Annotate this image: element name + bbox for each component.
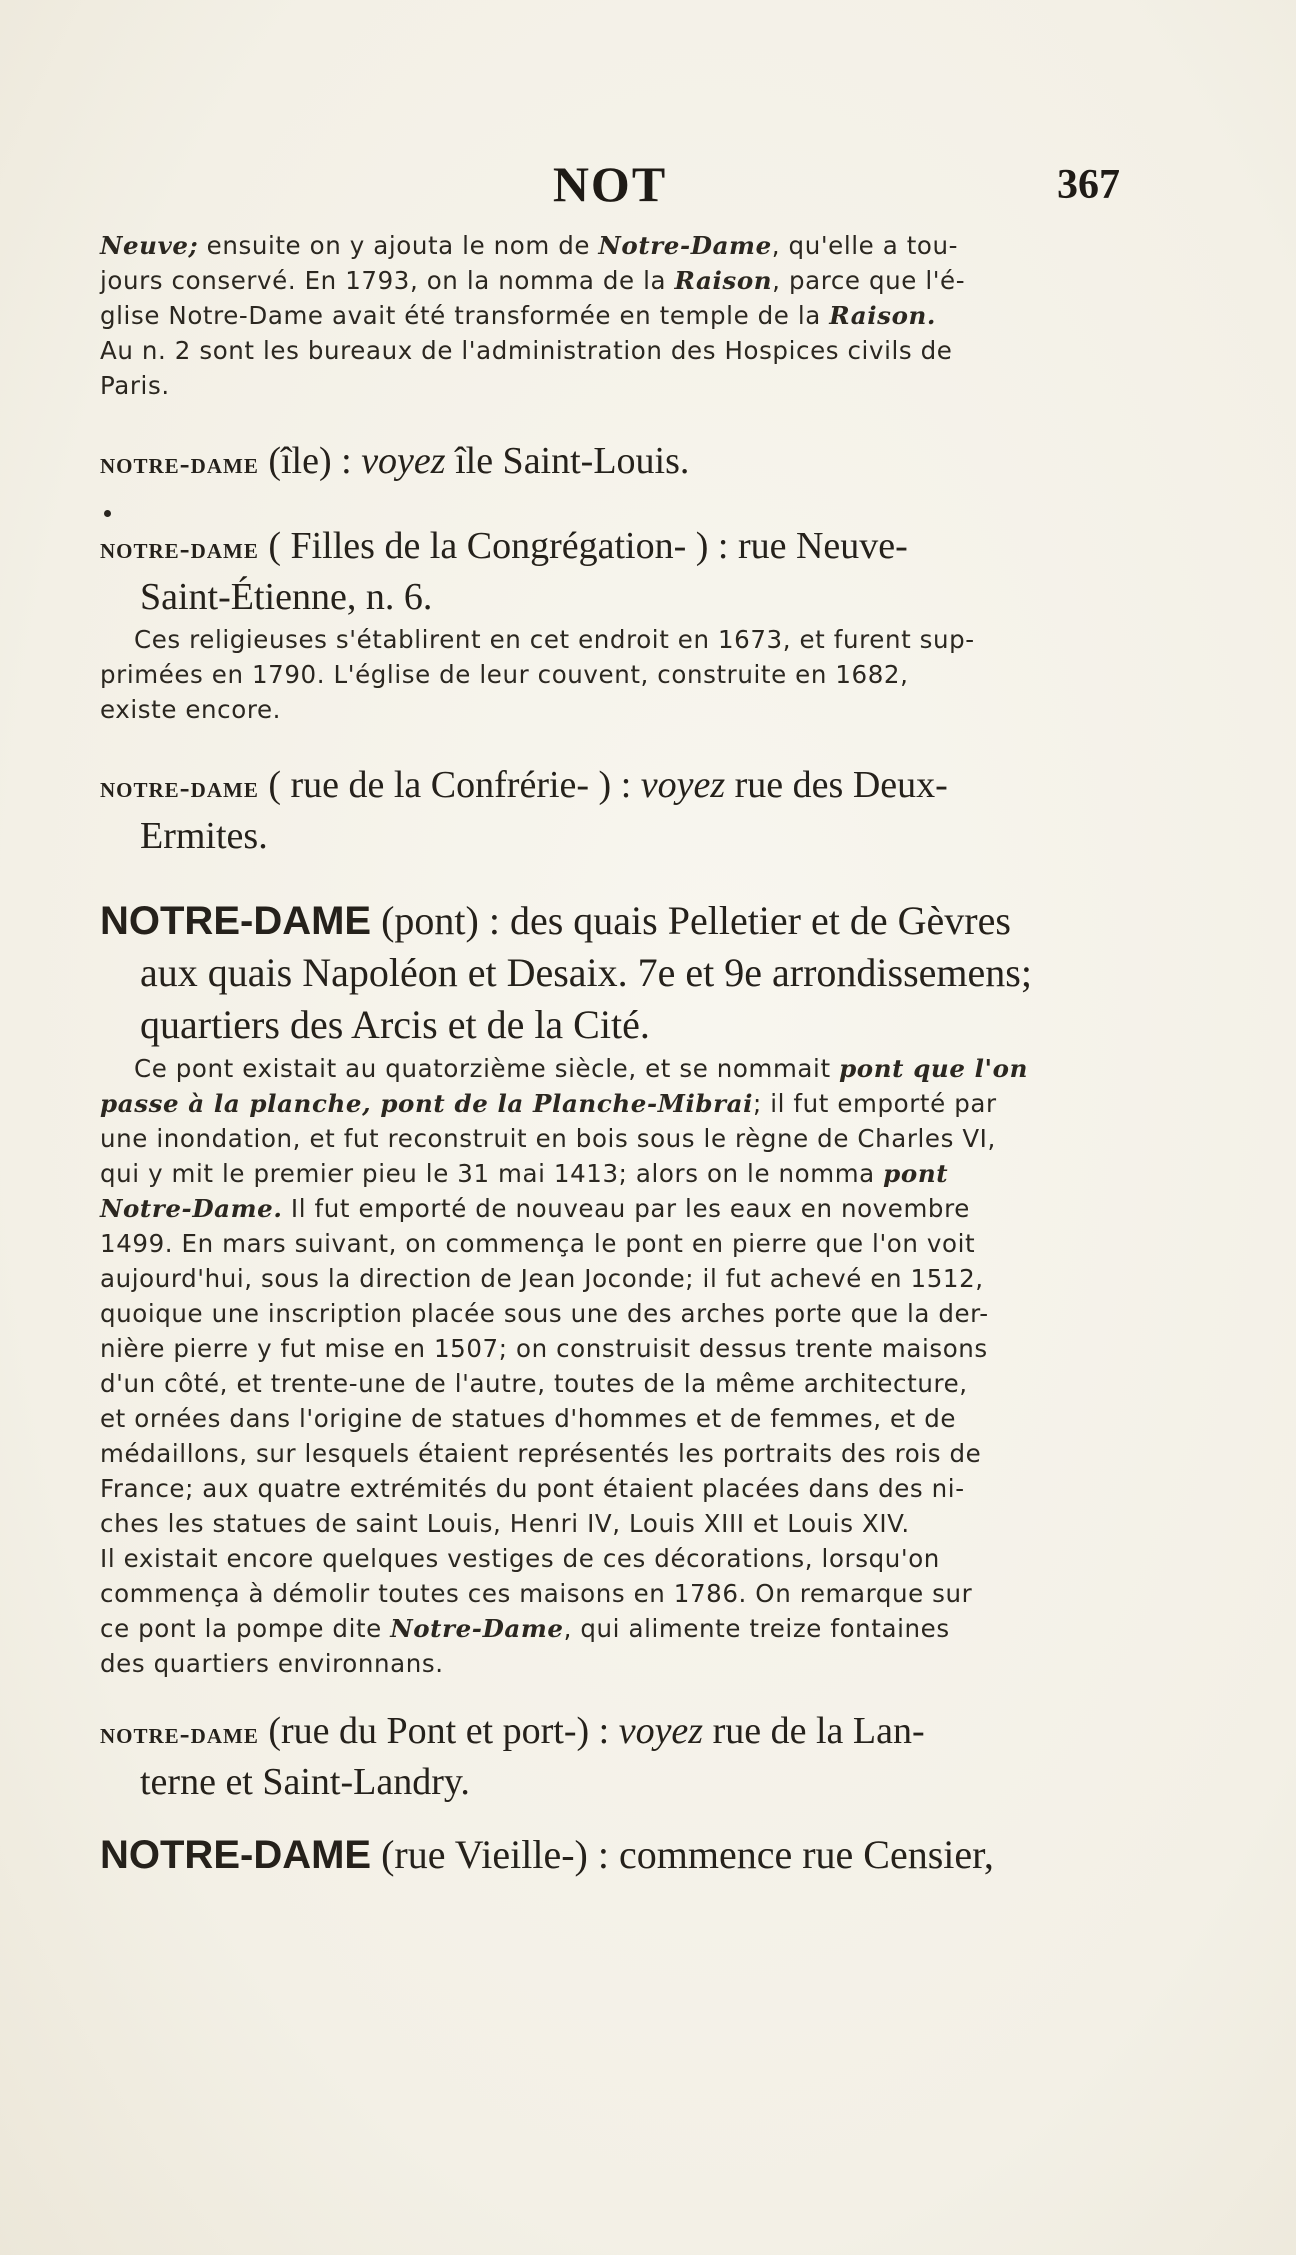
italic-text: voyez bbox=[640, 764, 726, 806]
italic-text: voyez bbox=[618, 1710, 704, 1752]
text-run: primées en 1790. L'église de leur couvent, construite en 1682, bbox=[100, 660, 909, 689]
entry-notre-dame-pont bbox=[100, 895, 1120, 1051]
text-run: ensuite on y ajouta le nom de bbox=[198, 231, 599, 260]
text-run: 1499. En mars suivant, on commença le pont en pierre que l'on voit bbox=[100, 1229, 976, 1258]
text-run: ; il fut emporté par bbox=[752, 1089, 997, 1118]
text-run: ches les statues de saint Louis, Henri IV, Louis XIII et Louis XIV. bbox=[100, 1509, 910, 1538]
page-number: 367 bbox=[1057, 162, 1120, 208]
text-run: , qu'elle a tou- bbox=[771, 231, 959, 260]
italic-text: Notre-Dame bbox=[598, 231, 772, 260]
entry-heading bbox=[100, 1707, 1120, 1807]
entry-notre-dame-filles bbox=[100, 522, 1120, 622]
text-run: ( rue de la Confrérie- ) : bbox=[258, 764, 641, 806]
text-run: Ermites. bbox=[140, 815, 268, 857]
entry-notre-dame-port bbox=[100, 1707, 1120, 1807]
page-body bbox=[100, 228, 1120, 1881]
paragraph-text bbox=[100, 228, 1120, 403]
italic-text: pont que l'on bbox=[839, 1054, 1029, 1083]
italic-text: Raison. bbox=[829, 301, 937, 330]
text-run: France; aux quatre extrémités du pont étaient placées dans des ni- bbox=[100, 1474, 965, 1503]
entry-filles-description bbox=[100, 622, 1120, 727]
text-run: une inondation, et fut reconstruit en bois sous le règne de Charles VI, bbox=[100, 1124, 996, 1153]
italic-text: Neuve; bbox=[100, 231, 199, 260]
text-run: médaillons, sur lesquels étaient représentés les portraits des rois de bbox=[100, 1439, 982, 1468]
text-run: d'un côté, et trente-une de l'autre, toutes de la même architecture, bbox=[100, 1369, 968, 1398]
entry-notre-dame-ile bbox=[100, 437, 1120, 488]
text-run: Paris. bbox=[100, 371, 170, 400]
text-run: jours conservé. En 1793, on la nomma de la bbox=[100, 266, 675, 295]
italic-text: pont bbox=[883, 1159, 949, 1188]
italic-text: Raison bbox=[674, 266, 773, 295]
entry-headword: notre-dame bbox=[100, 1717, 259, 1750]
paragraph-text bbox=[100, 1051, 1120, 1681]
italic-text: voyez bbox=[361, 440, 446, 482]
text-run: des quartiers environnans. bbox=[100, 1649, 444, 1678]
entry-headword: notre-dame bbox=[100, 532, 259, 565]
text-run: Saint-Étienne, n. 6. bbox=[140, 576, 433, 618]
italic-text: Notre-Dame bbox=[390, 1614, 564, 1643]
entry-heading bbox=[100, 522, 1120, 622]
text-run: rue des Deux- bbox=[725, 764, 948, 806]
text-run: terne et Saint-Landry. bbox=[140, 1761, 470, 1803]
text-run: île Saint-Louis. bbox=[445, 440, 690, 482]
text-run: et ornées dans l'origine de statues d'hommes et de femmes, et de bbox=[100, 1404, 957, 1433]
text-run: (pont) : des quais Pelletier et de Gèvres bbox=[371, 898, 1011, 943]
text-run: aujourd'hui, sous la direction de Jean Joconde; il fut achevé en 1512, bbox=[100, 1264, 984, 1293]
entry-headword: notre-dame bbox=[100, 771, 259, 804]
text-run: Il fut emporté de nouveau par les eaux en novembre bbox=[282, 1194, 970, 1223]
text-run: commença à démolir toutes ces maisons en 1786. On remarque sur bbox=[100, 1579, 973, 1608]
text-run: Ces religieuses s'établirent en cet endroit en 1673, et furent sup- bbox=[134, 625, 975, 654]
text-run: glise Notre-Dame avait été transformée en temple de la bbox=[100, 301, 830, 330]
entry-heading bbox=[100, 1829, 1120, 1881]
text-run: (rue Vieille-) : commence rue Censier, bbox=[371, 1832, 994, 1877]
italic-text: Notre-Dame. bbox=[100, 1194, 283, 1223]
italic-text: passe à la planche, pont de la Planche-Mibrai bbox=[100, 1089, 753, 1118]
entry-heading bbox=[100, 761, 1120, 861]
text-run: qui y mit le premier pieu le 31 mai 1413; alors on le nomma bbox=[100, 1159, 884, 1188]
entry-heading bbox=[100, 437, 1120, 488]
entry-headword: notre-dame bbox=[100, 447, 259, 480]
entry-notre-dame-confrerie bbox=[100, 761, 1120, 861]
text-run: (île) : bbox=[258, 440, 362, 482]
text-run: ce pont la pompe dite bbox=[100, 1614, 391, 1643]
text-run: quoique une inscription placée sous une des arches porte que la der- bbox=[100, 1299, 989, 1328]
entry-notre-dame-vieille bbox=[100, 1829, 1120, 1881]
paragraph-text bbox=[100, 622, 1120, 727]
text-run: ( Filles de la Congrégation- ) : rue Neuve- bbox=[258, 525, 908, 567]
entry-heading bbox=[100, 895, 1120, 1051]
text-run: existe encore. bbox=[100, 695, 282, 724]
running-head: NOT bbox=[552, 156, 668, 212]
page-header bbox=[100, 155, 1120, 215]
text-run: , parce que l'é- bbox=[772, 266, 966, 295]
text-run: nière pierre y fut mise en 1507; on construisit dessus trente maisons bbox=[100, 1334, 988, 1363]
text-run: Au n. 2 sont les bureaux de l'administration des Hospices civils de bbox=[100, 336, 953, 365]
text-run: (rue du Pont et port-) : bbox=[258, 1710, 619, 1752]
text-run: , qui alimente treize fontaines bbox=[563, 1614, 950, 1643]
entry-pont-description bbox=[100, 1051, 1120, 1681]
text-run: Ce pont existait au quatorzième siècle, et se nommait bbox=[134, 1054, 840, 1083]
text-run: rue de la Lan- bbox=[703, 1710, 925, 1752]
text-run: aux quais Napoléon et Desaix. 7e et 9e arrondissemens; bbox=[140, 950, 1032, 995]
continuation-paragraph bbox=[100, 228, 1120, 403]
text-run: Il existait encore quelques vestiges de ces décorations, lorsqu'on bbox=[100, 1544, 940, 1573]
entry-headword: NOTRE-DAME bbox=[100, 1833, 372, 1877]
text-run: quartiers des Arcis et de la Cité. bbox=[140, 1002, 650, 1047]
entry-headword: NOTRE-DAME bbox=[100, 899, 372, 943]
